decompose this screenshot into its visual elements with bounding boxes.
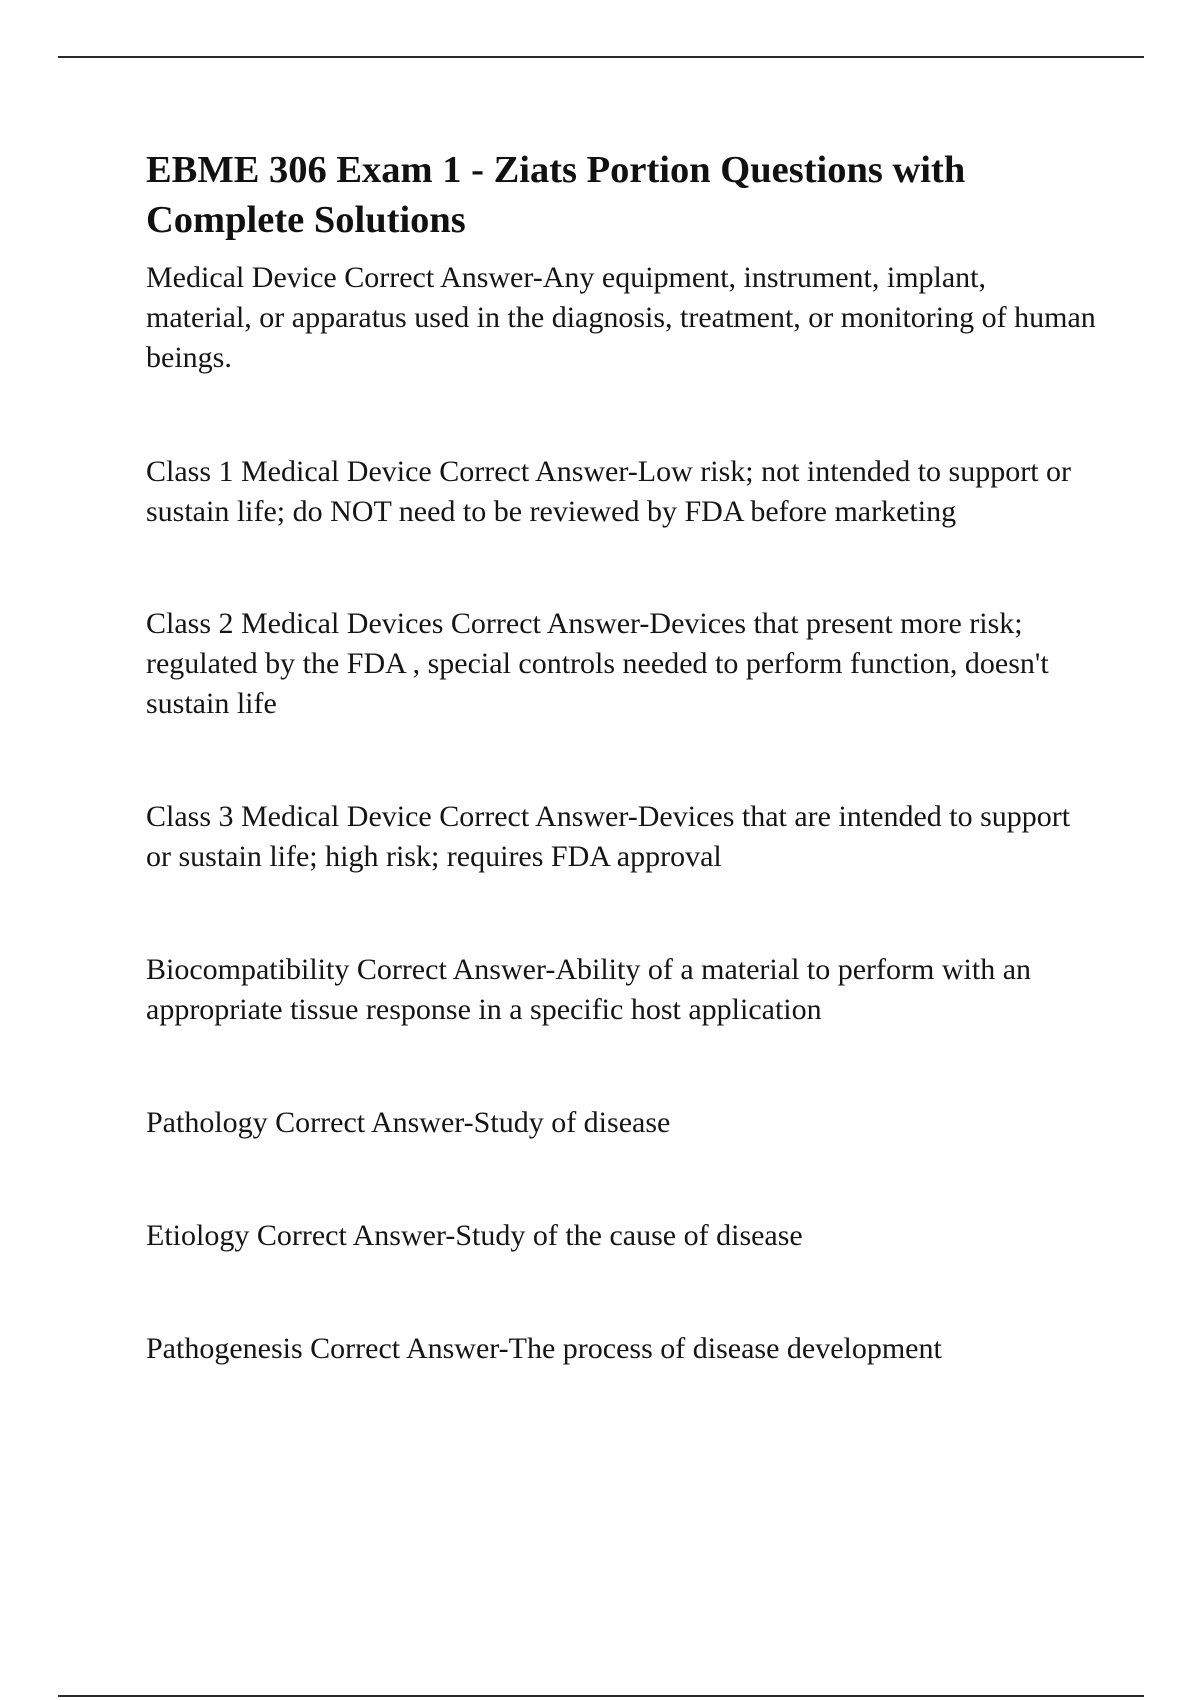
qa-entry-biocompatibility: Biocompatibility Correct Answer-Ability of a material to perform with an appropriate tissue response in a specific host application <box>146 953 1032 1026</box>
qa-entry-pathogenesis: Pathogenesis Correct Answer-The process of disease development <box>146 1332 942 1365</box>
qa-entry-class-1: Class 1 Medical Device Correct Answer-Low risk; not intended to support or sustain life; do NOT need to be reviewed by FDA before marketing <box>146 455 1072 528</box>
qa-entry-class-2: Class 2 Medical Devices Correct Answer-Devices that present more risk; regulated by the FDA , special controls needed to perform function, doesn't sustain life <box>146 607 1049 720</box>
document-body <box>146 145 1096 1369</box>
qa-entry-etiology: Etiology Correct Answer-Study of the cause of disease <box>146 1219 803 1252</box>
header-rule <box>58 56 1144 58</box>
footer-rule <box>58 1695 1144 1697</box>
document-title: EBME 306 Exam 1 - Ziats Portion Questions with Complete Solutions <box>146 149 966 241</box>
qa-entry-medical-device: Medical Device Correct Answer-Any equipment, instrument, implant, material, or apparatus used in the diagnosis, treatment, or monitoring of human beings. <box>146 261 1096 374</box>
qa-entry-pathology: Pathology Correct Answer-Study of disease <box>146 1106 671 1139</box>
qa-entry-class-3: Class 3 Medical Device Correct Answer-Devices that are intended to support or sustain life; high risk; requires FDA approval <box>146 800 1071 873</box>
